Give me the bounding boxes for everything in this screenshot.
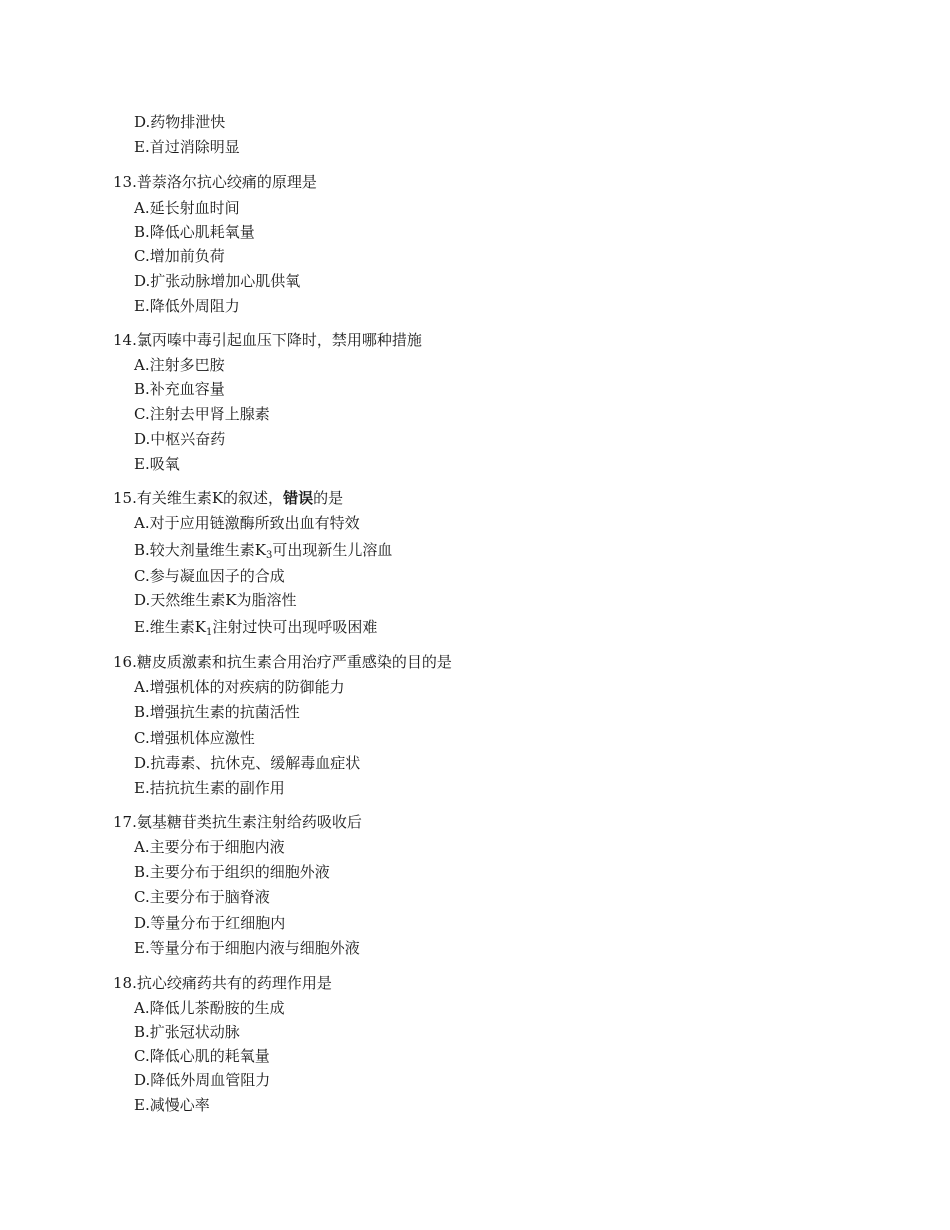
question-15-option-c: C.参与凝血因子的合成: [134, 567, 285, 585]
question-14-option-b: B.补充血容量: [134, 380, 225, 398]
question-18-stem: 18.抗心绞痛药共有的药理作用是: [113, 974, 332, 992]
question-16-option-d: D.抗毒素、抗休克、缓解毒血症状: [134, 754, 361, 772]
question-13-option-b: B.降低心肌耗氧量: [134, 223, 255, 241]
question-16-option-c: C.增强机体应激性: [134, 729, 255, 747]
question-15-option-b: [134, 540, 392, 560]
question-15-option-e-ending: 注射过快可出现呼吸困难: [212, 618, 378, 636]
question-17-option-b: B.主要分布于组织的细胞外液: [134, 863, 330, 881]
question-15-option-e-subscript: 1: [205, 627, 213, 638]
question-15-option-b-subscript: 3: [266, 550, 273, 561]
question-18-option-c: C.降低心肌的耗氧量: [134, 1047, 270, 1065]
question-15-stem-emphasis: 错误: [283, 489, 314, 507]
question-14-stem: 14.氯丙嗪中毒引起血压下降时，禁用哪种措施: [113, 331, 422, 349]
question-16-option-b: B.增强抗生素的抗菌活性: [134, 703, 300, 721]
question-18-option-e: E.减慢心率: [134, 1096, 210, 1114]
question-17-stem: 17.氨基糖苷类抗生素注射给药吸收后: [113, 813, 362, 831]
question-16-option-e: E.拮抗抗生素的副作用: [134, 779, 285, 797]
question-14-option-a: A.注射多巴胺: [134, 356, 225, 374]
question-15-option-d: D.天然维生素K为脂溶性: [134, 591, 297, 609]
question-15-option-e-text: E.维生素K: [134, 618, 206, 636]
question-14-option-e: E.吸氧: [134, 455, 180, 473]
question-17-option-d: D.等量分布于红细胞内: [134, 914, 286, 932]
question-18-option-d: D.降低外周血管阻力: [134, 1071, 271, 1089]
question-13-option-d: D.扩张动脉增加心肌供氧: [134, 272, 301, 290]
question-15-option-a: A.对于应用链激酶所致出血有特效: [134, 514, 360, 532]
question-15-stem-ending: 的是: [313, 489, 344, 507]
question-13-option-c: C.增加前负荷: [134, 247, 225, 265]
question-13-option-a: A.延长射血时间: [134, 199, 240, 217]
question-14-option-d: D.中枢兴奋药: [134, 430, 226, 448]
question-17-option-c: C.主要分布于脑脊液: [134, 888, 270, 906]
question-18-option-b: B.扩张冠状动脉: [134, 1023, 240, 1041]
question-15-option-e: [134, 617, 377, 637]
option-d: D.药物排泄快: [134, 113, 226, 131]
question-13-stem: 13.普萘洛尔抗心绞痛的原理是: [113, 173, 317, 191]
question-13-option-e: E.降低外周阻力: [134, 297, 240, 315]
question-18-option-a: A.降低儿茶酚胺的生成: [134, 999, 285, 1017]
question-15-option-b-text: B.较大剂量维生素K: [134, 541, 266, 559]
question-15-stem-text: 15.有关维生素K的叙述，: [113, 489, 284, 507]
question-14-option-c: C.注射去甲肾上腺素: [134, 405, 270, 423]
question-16-stem: 16.糖皮质激素和抗生素合用治疗严重感染的目的是: [113, 653, 452, 671]
option-e: E.首过消除明显: [134, 138, 240, 156]
question-17-option-e: E.等量分布于细胞内液与细胞外液: [134, 939, 360, 957]
question-15-stem: [113, 488, 343, 508]
question-15-option-b-ending: 可出现新生儿溶血: [272, 541, 393, 559]
question-16-option-a: A.增强机体的对疾病的防御能力: [134, 678, 345, 696]
question-17-option-a: A.主要分布于细胞内液: [134, 838, 285, 856]
